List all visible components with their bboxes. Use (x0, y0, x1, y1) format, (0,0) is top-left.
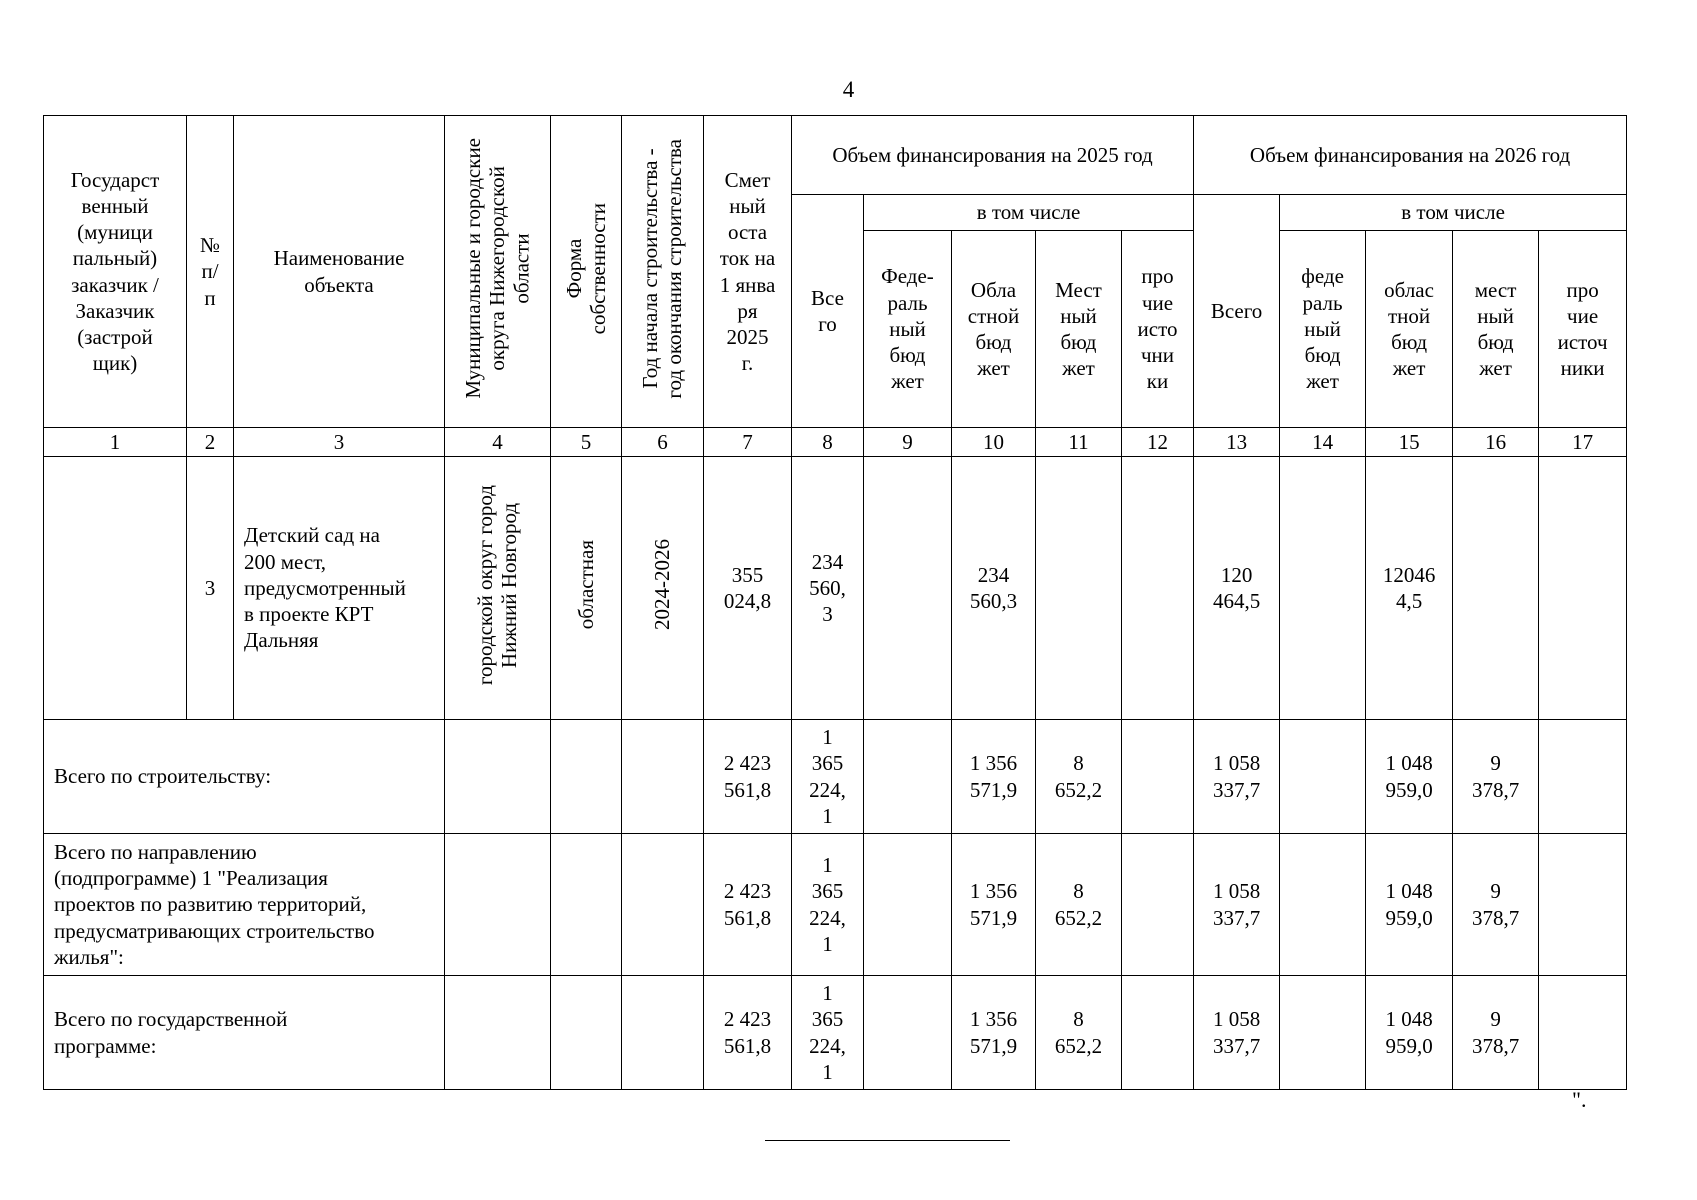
cell-total-2025: 1 365 224, 1 (792, 834, 864, 976)
header-total-2026: Всего (1194, 195, 1280, 428)
cell-ownership (551, 834, 622, 976)
column-number: 1 (44, 428, 187, 457)
cell-regional-2026: 12046 4,5 (1366, 457, 1453, 720)
header-regional-2026: облас тной бюд жет (1366, 231, 1453, 428)
cell-years (622, 976, 704, 1090)
cell-local-2025 (1036, 457, 1122, 720)
cell-regional-2025: 1 356 571,9 (952, 976, 1036, 1090)
cell-municipality: городской округ город Нижний Новгород (445, 457, 551, 720)
header-funding-2025: Объем финансирования на 2025 год (792, 116, 1194, 195)
cell-other-2025 (1122, 834, 1194, 976)
column-number: 10 (952, 428, 1036, 457)
cell-federal-2025 (864, 720, 952, 834)
cell-local-2025: 8 652,2 (1036, 976, 1122, 1090)
cell-years: 2024-2026 (622, 457, 704, 720)
column-number: 6 (622, 428, 704, 457)
cell-municipality (445, 834, 551, 976)
header-including-2025: в том числе (864, 195, 1194, 231)
cell-municipality (445, 976, 551, 1090)
column-number: 9 (864, 428, 952, 457)
column-number: 17 (1539, 428, 1627, 457)
cell-estimate-remaining: 355 024,8 (704, 457, 792, 720)
total-label: Всего по строительству: (44, 720, 445, 834)
column-number: 5 (551, 428, 622, 457)
cell-estimate-remaining: 2 423 561,8 (704, 834, 792, 976)
cell-federal-2026 (1280, 457, 1366, 720)
cell-federal-2026 (1280, 976, 1366, 1090)
column-number: 13 (1194, 428, 1280, 457)
cell-num: 3 (187, 457, 234, 720)
total-row-subprogram (44, 834, 1627, 976)
header-local-2025: Мест ный бюд жет (1036, 231, 1122, 428)
cell-ownership (551, 976, 622, 1090)
column-number: 8 (792, 428, 864, 457)
header-num: № п/ п (187, 116, 234, 428)
column-number: 16 (1453, 428, 1539, 457)
bottom-divider (765, 1140, 1010, 1141)
column-number: 4 (445, 428, 551, 457)
cell-years (622, 834, 704, 976)
cell-other-2026 (1539, 834, 1627, 976)
cell-other-2026 (1539, 976, 1627, 1090)
header-row (44, 116, 1627, 195)
cell-ownership: областная (551, 457, 622, 720)
cell-federal-2026 (1280, 720, 1366, 834)
financing-table (43, 115, 1627, 1090)
column-number: 11 (1036, 428, 1122, 457)
column-number: 14 (1280, 428, 1366, 457)
column-number: 7 (704, 428, 792, 457)
cell-federal-2025 (864, 976, 952, 1090)
header-total-2025: Все го (792, 195, 864, 428)
cell-federal-2025 (864, 457, 952, 720)
cell-ownership (551, 720, 622, 834)
header-municipality: Муниципальные и городские округа Нижегородской области (445, 116, 551, 428)
cell-years (622, 720, 704, 834)
cell-other-2025 (1122, 720, 1194, 834)
cell-total-2026: 120 464,5 (1194, 457, 1280, 720)
column-number: 3 (234, 428, 445, 457)
header-ownership: Форма собственности (551, 116, 622, 428)
total-row-program (44, 976, 1627, 1090)
cell-other-2025 (1122, 976, 1194, 1090)
header-years: Год начала строительства - год окончания строительства (622, 116, 704, 428)
total-label: Всего по государственной программе: (44, 976, 445, 1090)
cell-other-2025 (1122, 457, 1194, 720)
cell-local-2026: 9 378,7 (1453, 834, 1539, 976)
cell-customer (44, 457, 187, 720)
column-number: 15 (1366, 428, 1453, 457)
cell-total-2025: 1 365 224, 1 (792, 976, 864, 1090)
object-row (44, 457, 1627, 720)
cell-estimate-remaining: 2 423 561,8 (704, 720, 792, 834)
cell-other-2026 (1539, 720, 1627, 834)
total-label: Всего по направлению (подпрограмме) 1 "Реализация проектов по развитию территорий, предусматривающих строительство жилья": (44, 834, 445, 976)
cell-local-2025: 8 652,2 (1036, 834, 1122, 976)
cell-local-2026 (1453, 457, 1539, 720)
cell-federal-2026 (1280, 834, 1366, 976)
total-row-construction (44, 720, 1627, 834)
cell-local-2025: 8 652,2 (1036, 720, 1122, 834)
cell-estimate-remaining: 2 423 561,8 (704, 976, 792, 1090)
header-funding-2026: Объем финансирования на 2026 год (1194, 116, 1627, 195)
header-customer: Государст венный (муници пальный) заказчик / Заказчик (застрой щик) (44, 116, 187, 428)
header-other-2025: про чие исто чни ки (1122, 231, 1194, 428)
cell-regional-2025: 1 356 571,9 (952, 834, 1036, 976)
cell-total-2026: 1 058 337,7 (1194, 976, 1280, 1090)
column-numbers-row (44, 428, 1627, 457)
cell-local-2026: 9 378,7 (1453, 720, 1539, 834)
cell-regional-2026: 1 048 959,0 (1366, 834, 1453, 976)
header-federal-2026: феде раль ный бюд жет (1280, 231, 1366, 428)
header-object-name: Наименование объекта (234, 116, 445, 428)
cell-total-2025: 1 365 224, 1 (792, 720, 864, 834)
closing-quote: ". (1572, 1087, 1587, 1112)
header-local-2026: мест ный бюд жет (1453, 231, 1539, 428)
cell-object-name: Детский сад на 200 мест, предусмотренный в проекте КРТ Дальняя (234, 457, 445, 720)
header-federal-2025: Феде- раль ный бюд жет (864, 231, 952, 428)
cell-total-2025: 234 560, 3 (792, 457, 864, 720)
header-including-2026: в том числе (1280, 195, 1627, 231)
cell-total-2026: 1 058 337,7 (1194, 834, 1280, 976)
header-estimate-remaining: Смет ный оста ток на 1 янва ря 2025 г. (704, 116, 792, 428)
page-number: 4 (842, 77, 855, 102)
cell-other-2026 (1539, 457, 1627, 720)
cell-regional-2025: 234 560,3 (952, 457, 1036, 720)
cell-total-2026: 1 058 337,7 (1194, 720, 1280, 834)
header-regional-2025: Обла стной бюд жет (952, 231, 1036, 428)
cell-federal-2025 (864, 834, 952, 976)
cell-local-2026: 9 378,7 (1453, 976, 1539, 1090)
cell-regional-2026: 1 048 959,0 (1366, 720, 1453, 834)
cell-regional-2026: 1 048 959,0 (1366, 976, 1453, 1090)
column-number: 2 (187, 428, 234, 457)
column-number: 12 (1122, 428, 1194, 457)
header-other-2026: про чие источ ники (1539, 231, 1627, 428)
cell-municipality (445, 720, 551, 834)
cell-regional-2025: 1 356 571,9 (952, 720, 1036, 834)
